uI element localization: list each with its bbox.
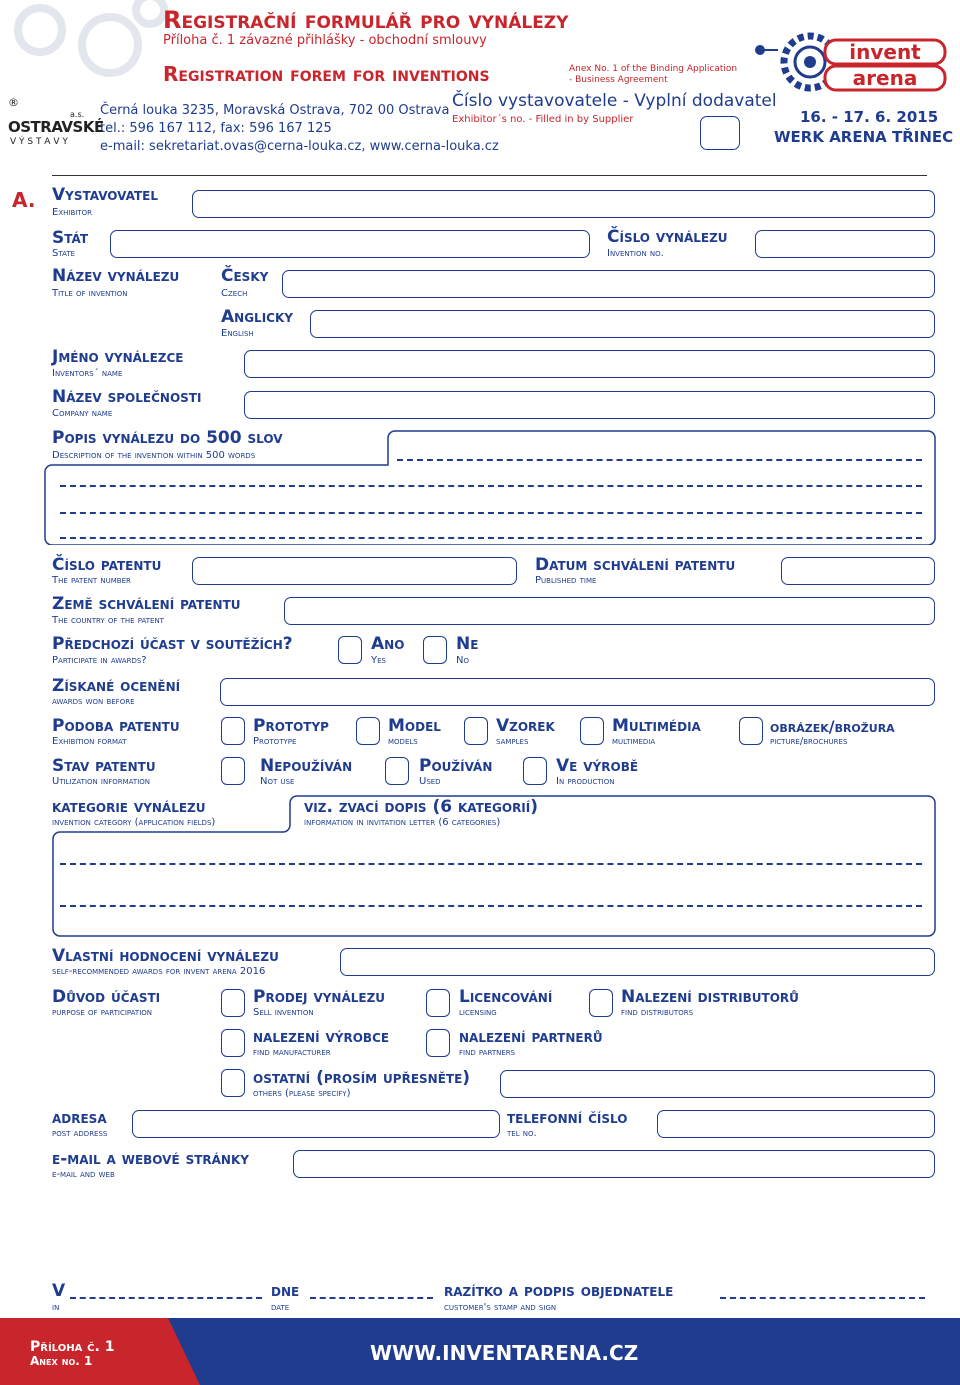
label-invention-no: Číslo vynálezu <box>607 227 728 247</box>
footer-annex-en: Anex no. 1 <box>30 1354 93 1368</box>
format-model-checkbox[interactable] <box>356 717 380 745</box>
label-status: Stav patentu <box>52 756 156 776</box>
footer-website[interactable]: WWW.INVENTARENA.CZ <box>370 1341 639 1365</box>
logo-name: OSTRAVSKÉ <box>8 118 104 136</box>
label-description: Popis vynálezu do 500 slov <box>52 428 283 448</box>
label-licencing: Licencování <box>459 987 553 1007</box>
label-other: ostatní (prosím upřesněte) <box>253 1068 471 1088</box>
sub-email-web: e-mail and web <box>52 1169 115 1180</box>
sub-not-used: Not use <box>260 776 295 787</box>
form-title-en: Registration forem for inventions <box>163 62 490 86</box>
sub-participate: Participate in awards? <box>52 655 147 666</box>
category-line-2 <box>60 905 922 907</box>
sub-partners: find partners <box>459 1047 516 1058</box>
email-web-input[interactable] <box>293 1150 935 1178</box>
sub-patent-no: The patent number <box>52 575 131 586</box>
label-not-used: Nepoužíván <box>260 756 353 776</box>
label-picture: obrázek/brožura <box>770 717 895 736</box>
phone-input[interactable] <box>657 1110 935 1138</box>
label-in: V <box>52 1281 66 1301</box>
label-reason: Důvod účasti <box>52 987 161 1007</box>
sub-status: Utilization information <box>52 776 151 787</box>
sub-czech: Czech <box>221 288 248 299</box>
label-format: Podoba patentu <box>52 716 180 736</box>
label-self-awards: Vlastní hodnocení vynálezu <box>52 946 279 966</box>
footer-annex-cz: Příloha č. 1 <box>30 1339 115 1355</box>
label-state: Stát <box>52 228 89 248</box>
reason-other-checkbox[interactable] <box>221 1069 245 1097</box>
address-line: Černá louka 3235, Moravská Ostrava, 702 00 Ostrava <box>100 103 450 118</box>
sub-address: post address <box>52 1128 108 1139</box>
logo-as: a.s. <box>70 110 85 119</box>
format-multimedia-checkbox[interactable] <box>580 717 604 745</box>
sub-category: invention category (application fields) <box>52 817 216 828</box>
sub-company: Company name <box>52 408 113 419</box>
registered-mark: ® <box>8 96 19 109</box>
sub-description: Description of the invention within 500 words <box>52 450 256 461</box>
sub-used: Used <box>419 776 441 787</box>
label-sell: Prodej vynálezu <box>253 987 386 1007</box>
label-patent-no: Číslo patentu <box>52 555 162 575</box>
description-line-4 <box>60 537 922 539</box>
label-date: dne <box>271 1281 300 1301</box>
stamp-line[interactable] <box>720 1297 925 1299</box>
other-input[interactable] <box>500 1070 935 1098</box>
logo-sub: V Ý S T A V Y <box>10 137 68 147</box>
description-line-1 <box>397 459 922 461</box>
sub-awards: awards won before <box>52 696 135 707</box>
description-line-2 <box>60 485 922 487</box>
label-exhibitor: Vystavovatel <box>52 185 159 205</box>
in-line[interactable] <box>70 1297 262 1299</box>
patent-country-input[interactable] <box>284 597 935 625</box>
sub-yes: Yes <box>371 655 386 666</box>
sub-distributors: find distributors <box>621 1007 694 1018</box>
awards-input[interactable] <box>220 678 935 706</box>
label-company: Název společnosti <box>52 387 202 407</box>
sub-state: State <box>52 248 76 259</box>
sub-production: In production <box>556 776 615 787</box>
address-block <box>100 102 499 156</box>
sub-in: in <box>52 1302 60 1313</box>
sub-manufacturer: find manufacturer <box>253 1047 331 1058</box>
state-input[interactable] <box>110 230 590 258</box>
title-czech-input[interactable] <box>282 270 935 298</box>
label-prototype: Prototyp <box>253 716 329 736</box>
sub-sample: samples <box>496 736 529 747</box>
label-category: kategorie vynálezu <box>52 797 206 817</box>
reason-sell-checkbox[interactable] <box>221 989 245 1017</box>
label-czech: Česky <box>221 266 269 286</box>
patent-no-input[interactable] <box>192 557 517 585</box>
company-input[interactable] <box>244 391 935 419</box>
form-subtitle-cz: Příloha č. 1 závazné přihlášky - obchodní smlouvy <box>163 33 487 48</box>
exhibitor-no-cz: Číslo vystavovatele - Vyplní dodavatel <box>452 91 777 111</box>
address-input[interactable] <box>132 1110 500 1138</box>
label-english: Anglicky <box>221 307 293 327</box>
brand-arena: arena <box>852 66 918 90</box>
ostravske-vystavy-logo <box>8 96 104 160</box>
status-used-checkbox[interactable] <box>385 757 409 785</box>
exhibitor-no-en: Exhibitor´s no. - Filled in by Supplier <box>452 114 634 125</box>
participate-yes-checkbox[interactable] <box>338 636 362 664</box>
sub-reason: purpose of participation <box>52 1007 153 1018</box>
sub-patent-country: The country of the patent <box>52 615 164 626</box>
sub-prototype: Prototype <box>253 736 297 747</box>
event-dates: 16. - 17. 6. 2015 <box>800 108 939 126</box>
reason-partners-checkbox[interactable] <box>426 1029 450 1057</box>
label-email-web: e-mail a webové stránky <box>52 1149 249 1169</box>
sub-inventors: Inventors´ name <box>52 368 123 379</box>
label-sample: Vzorek <box>496 716 555 736</box>
status-production-checkbox[interactable] <box>523 757 547 785</box>
header-divider <box>52 175 927 176</box>
sub-exhibitor: Exhibitor <box>52 207 92 218</box>
anex-line-2: - Business Agreement <box>569 75 668 85</box>
label-published: Datum schválení patentu <box>535 555 736 575</box>
sub-licencing: licensing <box>459 1007 497 1018</box>
format-sample-checkbox[interactable] <box>464 717 488 745</box>
sub-other: others (please specify) <box>253 1088 351 1099</box>
sub-multimedia: multimedia <box>612 736 656 747</box>
sub-english: English <box>221 328 254 339</box>
label-production: Ve výrobě <box>556 756 639 776</box>
reason-distributors-checkbox[interactable] <box>589 989 613 1017</box>
gears-watermark <box>0 0 170 100</box>
sub-model: models <box>388 736 418 747</box>
self-awards-input[interactable] <box>340 948 935 976</box>
title-english-input[interactable] <box>310 310 935 338</box>
published-input[interactable] <box>781 557 935 585</box>
phone-line: tel.: 596 167 112, fax: 596 167 125 <box>100 121 332 136</box>
sub-phone: tel no. <box>507 1128 537 1139</box>
sub-picture: picture/brochures <box>770 736 848 747</box>
sub-title: Title of invention <box>52 288 128 299</box>
label-manufacturer: nalezení výrobce <box>253 1027 390 1047</box>
label-patent-country: Země schválení patentu <box>52 594 241 614</box>
label-partners: nalezení partnerů <box>459 1027 603 1047</box>
label-model: Model <box>388 716 441 736</box>
section-letter: A. <box>12 188 36 212</box>
label-distributors: Nalezení distributorů <box>621 987 799 1007</box>
label-phone: telefonní číslo <box>507 1108 628 1128</box>
sub-no: No <box>456 655 469 666</box>
category-input[interactable] <box>40 795 940 940</box>
email-line: e-mail: sekretariat.ovas@cerna-louka.cz, www.cerna-louka.cz <box>100 139 499 154</box>
label-inventors: Jméno vynálezce <box>52 347 184 367</box>
format-prototype-checkbox[interactable] <box>221 717 245 745</box>
label-yes: Ano <box>371 634 405 654</box>
invention-no-input[interactable] <box>755 230 935 258</box>
format-picture-checkbox[interactable] <box>739 717 763 745</box>
sub-format: Exhibition format <box>52 736 127 747</box>
inventors-input[interactable] <box>244 350 935 378</box>
sub-see-letter: information in invitation letter (6 categories) <box>304 817 501 828</box>
status-not-used-checkbox[interactable] <box>221 757 245 785</box>
form-title-cz: Registrační formulář pro vynálezy <box>163 6 569 34</box>
exhibitor-no-box[interactable] <box>700 116 740 150</box>
reason-manufacturer-checkbox[interactable] <box>221 1029 245 1057</box>
brand-invent: invent <box>849 40 921 64</box>
label-no: Ne <box>456 634 479 654</box>
category-line-1 <box>60 863 922 865</box>
sub-published: Published time <box>535 575 597 586</box>
sub-stamp: customer's stamp and sign <box>444 1302 557 1313</box>
exhibitor-input[interactable] <box>192 190 935 218</box>
participate-no-checkbox[interactable] <box>423 636 447 664</box>
sub-sell: Sell invention <box>253 1007 314 1018</box>
label-address: adresa <box>52 1108 107 1128</box>
invent-arena-logo <box>750 28 950 96</box>
reason-licencing-checkbox[interactable] <box>426 989 450 1017</box>
label-participate: Předchozí účast v soutěžích? <box>52 634 293 654</box>
description-input[interactable] <box>40 430 940 545</box>
label-stamp: razítko a podpis objednatele <box>444 1281 674 1301</box>
sub-date: date <box>271 1302 290 1313</box>
anex-line-1: Anex No. 1 of the Binding Application <box>569 64 738 74</box>
label-see-letter: viz. zvací dopis (6 kategorií) <box>304 797 539 817</box>
label-used: Používán <box>419 756 493 776</box>
sub-invention-no: Invention no. <box>607 248 664 259</box>
label-awards: Získané ocenění <box>52 676 181 696</box>
label-title: Název vynálezu <box>52 266 180 286</box>
event-venue: WERK ARENA TŘINEC <box>774 128 954 146</box>
label-multimedia: Multimédia <box>612 716 701 736</box>
description-line-3 <box>60 512 922 514</box>
sub-self-awards: self-recommended awards for invent arena 2016 <box>52 966 266 977</box>
date-line[interactable] <box>310 1297 433 1299</box>
